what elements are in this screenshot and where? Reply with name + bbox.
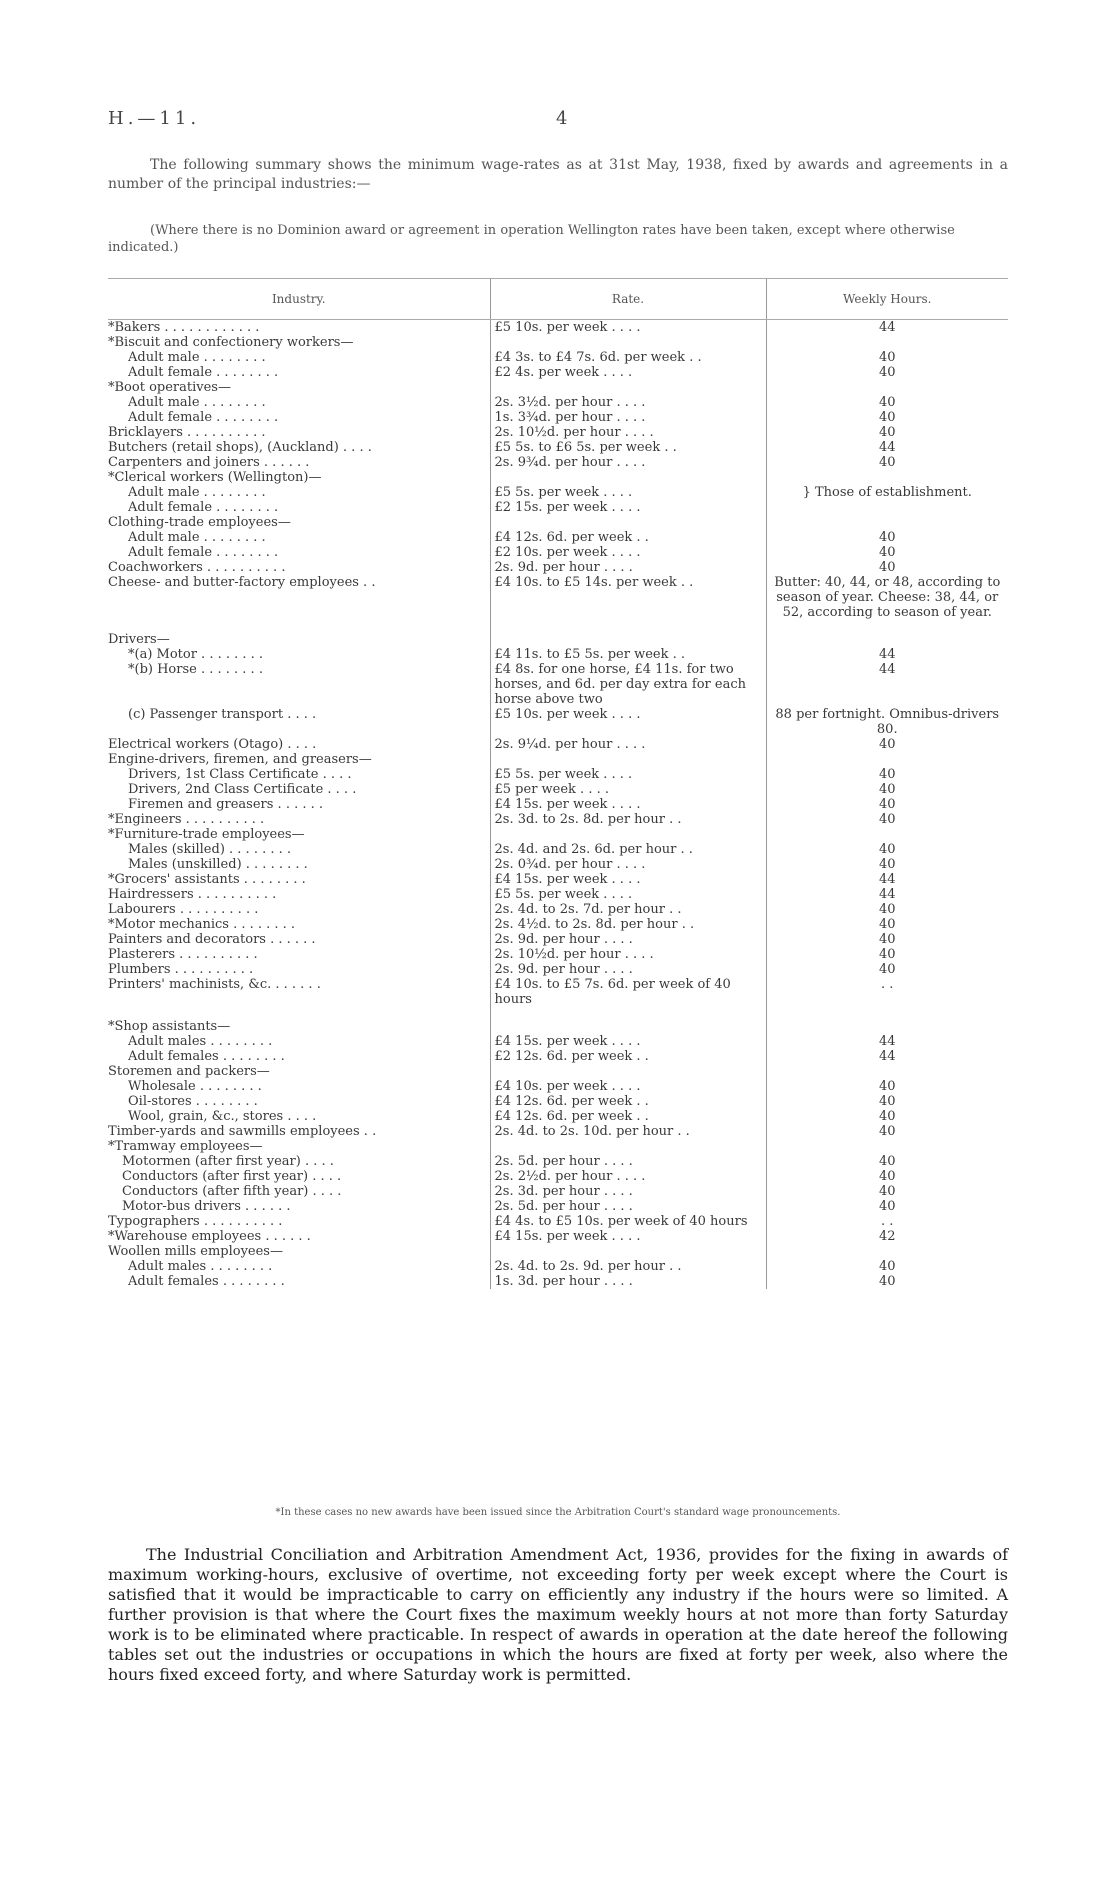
hours-cell: 40	[766, 410, 1008, 425]
hours-cell: 40	[766, 1124, 1008, 1139]
hours-cell: 40	[766, 797, 1008, 812]
table-row	[108, 1259, 1008, 1274]
hours-cell: 40	[766, 425, 1008, 440]
table-row	[108, 1109, 1008, 1124]
hours-cell	[766, 515, 1008, 530]
table-row	[108, 410, 1008, 425]
table-header-row	[108, 279, 1008, 320]
hours-cell: 40	[766, 842, 1008, 857]
industry-cell: Adult male . . . . . . . .	[128, 530, 266, 545]
rate-cell: £4 11s. to £5 5s. per week . .	[490, 647, 766, 662]
rate-cell: 2s. 9d. per hour . . . .	[490, 932, 766, 947]
industry-cell: *Biscuit and confectionery workers—	[108, 335, 354, 350]
hours-cell: 40	[766, 1109, 1008, 1124]
table-row	[108, 365, 1008, 380]
table-row	[108, 575, 1008, 620]
table-row	[108, 827, 1008, 842]
hours-cell: 40	[766, 902, 1008, 917]
industry-cell: *Boot operatives—	[108, 380, 231, 395]
hours-cell: 40	[766, 962, 1008, 977]
hours-cell	[766, 1007, 1008, 1019]
rate-cell: 2s. 4d. and 2s. 6d. per hour . .	[490, 842, 766, 857]
rate-cell: £5 10s. per week . . . .	[490, 707, 766, 737]
rate-cell: £4 15s. per week . . . .	[490, 1229, 766, 1244]
industry-cell: *Engineers . . . . . . . . . .	[108, 812, 265, 827]
industry-cell: *(b) Horse . . . . . . . .	[128, 662, 263, 677]
industry-cell: Drivers, 1st Class Certificate . . . .	[128, 767, 352, 782]
rate-cell: £4 12s. 6d. per week . .	[490, 1109, 766, 1124]
industry-cell: Timber-yards and sawmills employees . .	[108, 1124, 377, 1139]
rate-cell: £4 10s. to £5 7s. 6d. per week of 40 hours	[490, 977, 766, 1007]
hours-cell: 40	[766, 365, 1008, 380]
hours-cell: 40	[766, 1169, 1008, 1184]
rate-cell: 2s. 4½d. to 2s. 8d. per hour . .	[490, 917, 766, 932]
industry-cell: Adult male . . . . . . . .	[128, 485, 266, 500]
rate-cell: 2s. 3½d. per hour . . . .	[490, 395, 766, 410]
rate-cell: £2 10s. per week . . . .	[490, 545, 766, 560]
industry-cell: Conductors (after fifth year) . . . .	[122, 1184, 342, 1199]
rate-cell	[490, 827, 766, 842]
rate-cell: £5 10s. per week . . . .	[490, 320, 766, 336]
rate-cell: £4 15s. per week . . . .	[490, 1034, 766, 1049]
industry-cell: Adult females . . . . . . . .	[128, 1049, 285, 1064]
table-row	[108, 962, 1008, 977]
hours-cell: 44	[766, 872, 1008, 887]
industry-cell: Coachworkers . . . . . . . . . .	[108, 560, 286, 575]
hours-cell	[766, 752, 1008, 767]
hours-cell	[766, 470, 1008, 485]
rate-cell	[490, 335, 766, 350]
table-row	[108, 872, 1008, 887]
table-row	[108, 500, 1008, 515]
industry-cell: Males (unskilled) . . . . . . . .	[128, 857, 308, 872]
table-row	[108, 917, 1008, 932]
table-row	[108, 1184, 1008, 1199]
table-row	[108, 335, 1008, 350]
hours-cell: 40	[766, 767, 1008, 782]
hours-column-header: Weekly Hours.	[766, 279, 1008, 320]
table-row	[108, 947, 1008, 962]
industry-cell: Oil-stores . . . . . . . .	[128, 1094, 258, 1109]
rate-cell: 2s. 0¾d. per hour . . . .	[490, 857, 766, 872]
table-row	[108, 620, 1008, 632]
hours-cell: 40	[766, 857, 1008, 872]
rate-cell: 2s. 10½d. per hour . . . .	[490, 947, 766, 962]
hours-cell: 40	[766, 782, 1008, 797]
hours-cell: Butter: 40, 44, or 48, according to season of year. Cheese: 38, 44, or 52, according to season of year.	[766, 575, 1008, 620]
hours-cell	[766, 1064, 1008, 1079]
hours-cell	[766, 380, 1008, 395]
rate-cell	[490, 1064, 766, 1079]
hours-cell: 44	[766, 320, 1008, 336]
table-row	[108, 767, 1008, 782]
rate-cell: 2s. 5d. per hour . . . .	[490, 1154, 766, 1169]
rate-cell: £4 3s. to £4 7s. 6d. per week . .	[490, 350, 766, 365]
table-row	[108, 545, 1008, 560]
rate-cell: 2s. 3d. per hour . . . .	[490, 1184, 766, 1199]
industry-cell: Clothing-trade employees—	[108, 515, 291, 530]
rate-cell: 1s. 3d. per hour . . . .	[490, 1274, 766, 1289]
rate-cell: £4 12s. 6d. per week . .	[490, 530, 766, 545]
industry-cell: *Tramway employees—	[108, 1139, 263, 1154]
industry-cell: Plasterers . . . . . . . . . .	[108, 947, 258, 962]
table-row	[108, 320, 1008, 336]
table-row	[108, 1199, 1008, 1214]
table-row	[108, 842, 1008, 857]
table-row	[108, 1094, 1008, 1109]
rate-cell	[490, 515, 766, 530]
table-row	[108, 515, 1008, 530]
industry-cell: Conductors (after first year) . . . .	[122, 1169, 342, 1184]
table-row	[108, 1214, 1008, 1229]
rate-cell: £4 15s. per week . . . .	[490, 797, 766, 812]
table-row	[108, 752, 1008, 767]
industry-cell: *Warehouse employees . . . . . .	[108, 1229, 311, 1244]
industry-cell: Males (skilled) . . . . . . . .	[128, 842, 292, 857]
rate-cell	[490, 752, 766, 767]
table-row	[108, 530, 1008, 545]
industry-cell: Woollen mills employees—	[108, 1244, 283, 1259]
industry-cell: Adult males . . . . . . . .	[128, 1034, 273, 1049]
rate-cell: £4 8s. for one horse, £4 11s. for two horses, and 6d. per day extra for each horse above two	[490, 662, 766, 707]
rate-cell: 1s. 3¾d. per hour . . . .	[490, 410, 766, 425]
industry-cell: Labourers . . . . . . . . . .	[108, 902, 259, 917]
hours-cell	[766, 1139, 1008, 1154]
hours-cell	[766, 827, 1008, 842]
rate-cell: £4 10s. per week . . . .	[490, 1079, 766, 1094]
table-row	[108, 647, 1008, 662]
rate-cell: £5 5s. per week . . . .	[490, 887, 766, 902]
rate-column-header: Rate.	[490, 279, 766, 320]
industry-cell: Adult male . . . . . . . .	[128, 395, 266, 410]
hours-cell	[766, 620, 1008, 632]
hours-cell: 40	[766, 545, 1008, 560]
hours-cell: 44	[766, 887, 1008, 902]
industry-cell: Carpenters and joiners . . . . . .	[108, 455, 310, 470]
rate-cell	[490, 1019, 766, 1034]
table-row	[108, 707, 1008, 737]
industry-cell: Storemen and packers—	[108, 1064, 270, 1079]
note-paragraph: (Where there is no Dominion award or agreement in operation Wellington rates have been taken, except where otherwise indicated.)	[108, 223, 955, 255]
table-row	[108, 782, 1008, 797]
table-row	[108, 395, 1008, 410]
rate-cell: 2s. 4d. to 2s. 10d. per hour . .	[490, 1124, 766, 1139]
table-row	[108, 1064, 1008, 1079]
industry-cell: Drivers—	[108, 632, 170, 647]
industry-cell: Electrical workers (Otago) . . . .	[108, 737, 317, 752]
rate-cell: £5 5s. per week . . . .	[490, 767, 766, 782]
hours-cell: 40	[766, 1199, 1008, 1214]
hours-cell: 40	[766, 932, 1008, 947]
industry-cell: Adult males . . . . . . . .	[128, 1259, 273, 1274]
table-row	[108, 1124, 1008, 1139]
page-header	[108, 108, 1008, 132]
rate-cell: £4 15s. per week . . . .	[490, 872, 766, 887]
hours-cell: 40	[766, 1094, 1008, 1109]
table-row	[108, 1007, 1008, 1019]
industry-cell: Hairdressers . . . . . . . . . .	[108, 887, 277, 902]
industry-cell: *Grocers' assistants . . . . . . . .	[108, 872, 306, 887]
table-row	[108, 1244, 1008, 1259]
hours-cell: 40	[766, 917, 1008, 932]
industry-cell: Printers' machinists, &c. . . . . . .	[108, 977, 321, 992]
rate-cell: 2s. 9d. per hour . . . .	[490, 962, 766, 977]
rate-cell: £4 12s. 6d. per week . .	[490, 1094, 766, 1109]
rate-cell: 2s. 10½d. per hour . . . .	[490, 425, 766, 440]
wage-rates-table	[108, 278, 1008, 1289]
table-row	[108, 737, 1008, 752]
industry-cell: Adult male . . . . . . . .	[128, 350, 266, 365]
industry-cell: *Furniture-trade employees—	[108, 827, 305, 842]
rate-cell: £4 4s. to £5 10s. per week of 40 hours	[490, 1214, 766, 1229]
industry-cell: *Motor mechanics . . . . . . . .	[108, 917, 296, 932]
rate-cell	[490, 1244, 766, 1259]
table-row	[108, 455, 1008, 470]
industry-cell: Adult female . . . . . . . .	[128, 500, 279, 515]
hours-cell	[766, 632, 1008, 647]
table-row	[108, 1019, 1008, 1034]
hours-cell: 40	[766, 947, 1008, 962]
table-row	[108, 440, 1008, 455]
table-row	[108, 857, 1008, 872]
hours-cell: 44	[766, 1034, 1008, 1049]
hours-cell: 40	[766, 1259, 1008, 1274]
rate-cell: £5 5s. to £6 5s. per week . .	[490, 440, 766, 455]
hours-cell: 44	[766, 1049, 1008, 1064]
industry-cell: *Bakers . . . . . . . . . . . .	[108, 320, 260, 335]
table-row	[108, 887, 1008, 902]
industry-cell: Engine-drivers, firemen, and greasers—	[108, 752, 372, 767]
industry-cell: Firemen and greasers . . . . . .	[128, 797, 324, 812]
rate-cell: 2s. 9¼d. per hour . . . .	[490, 737, 766, 752]
closing-paragraph: The Industrial Conciliation and Arbitration Amendment Act, 1936, provides for the fixing in awards of maximum working-hours, exclusive of overtime, not exceeding forty per week except where the Court is satisfied that it would be impracticable to carry on efficiently any industry if the hours were so limited. A further provision is that where the Court fixes the maximum weekly hours at not more than forty Saturday work is to be eliminated where practicable. In respect of awards in operation at the date hereof the following tables set out the industries or occupations in which the hours are fixed at forty per week, also where the hours fixed exceed forty, and where Saturday work is permitted.	[108, 1545, 1008, 1684]
hours-cell: 40	[766, 812, 1008, 827]
industry-cell: *(a) Motor . . . . . . . .	[128, 647, 264, 662]
table-row	[108, 485, 1008, 500]
table-row	[108, 1274, 1008, 1289]
industry-cell: Adult females . . . . . . . .	[128, 1274, 285, 1289]
industry-cell: *Shop assistants—	[108, 1019, 231, 1034]
table-row	[108, 977, 1008, 1007]
document-reference: H.—11.	[108, 108, 201, 129]
table-row	[108, 470, 1008, 485]
industry-cell: Butchers (retail shops), (Auckland) . . . .	[108, 440, 372, 455]
table-row	[108, 560, 1008, 575]
industry-cell: *Clerical workers (Wellington)—	[108, 470, 322, 485]
hours-cell: 44	[766, 662, 1008, 707]
table-row	[108, 380, 1008, 395]
table-row	[108, 797, 1008, 812]
table-row	[108, 1079, 1008, 1094]
industry-cell: Bricklayers . . . . . . . . . .	[108, 425, 266, 440]
industry-cell: Cheese- and butter-factory employees . .	[108, 575, 376, 590]
industry-cell: Motor-bus drivers . . . . . .	[122, 1199, 291, 1214]
hours-cell: . .	[766, 977, 1008, 1007]
table-row	[108, 1169, 1008, 1184]
table-row	[108, 632, 1008, 647]
hours-cell: 40	[766, 455, 1008, 470]
table-row	[108, 1154, 1008, 1169]
rate-cell: 2s. 4d. to 2s. 9d. per hour . .	[490, 1259, 766, 1274]
hours-cell: 40	[766, 1274, 1008, 1289]
rate-cell: 2s. 4d. to 2s. 7d. per hour . .	[490, 902, 766, 917]
rate-cell: 2s. 3d. to 2s. 8d. per hour . .	[490, 812, 766, 827]
rate-cell	[490, 1139, 766, 1154]
table-row	[108, 812, 1008, 827]
industry-cell: Drivers, 2nd Class Certificate . . . .	[128, 782, 357, 797]
table-row	[108, 932, 1008, 947]
table-row	[108, 425, 1008, 440]
industry-cell: Typographers . . . . . . . . . .	[108, 1214, 283, 1229]
hours-cell: 40	[766, 530, 1008, 545]
table-row	[108, 350, 1008, 365]
rate-cell: £2 15s. per week . . . .	[490, 500, 766, 515]
table-row	[108, 1229, 1008, 1244]
rate-cell: £4 10s. to £5 14s. per week . .	[490, 575, 766, 620]
table-footnote: *In these cases no new awards have been issued since the Arbitration Court's standard wage pronouncements.	[275, 1507, 841, 1518]
rate-cell: 2s. 5d. per hour . . . .	[490, 1199, 766, 1214]
table-row	[108, 1049, 1008, 1064]
hours-cell: 44	[766, 440, 1008, 455]
industry-cell	[108, 1007, 490, 1019]
hours-cell: 40	[766, 1184, 1008, 1199]
rate-cell: £5 per week . . . .	[490, 782, 766, 797]
industry-cell: Adult female . . . . . . . .	[128, 410, 279, 425]
table-body	[108, 320, 1008, 1290]
intro-paragraph: The following summary shows the minimum wage-rates as at 31st May, 1938, fixed by awards and agreements in a number of the principal industries:—	[108, 157, 1008, 192]
industry-cell: Plumbers . . . . . . . . . .	[108, 962, 254, 977]
hours-cell: 40	[766, 737, 1008, 752]
industry-cell: Wholesale . . . . . . . .	[128, 1079, 262, 1094]
industry-cell: (c) Passenger transport . . . .	[128, 707, 317, 722]
industry-cell: Adult female . . . . . . . .	[128, 365, 279, 380]
rate-cell	[490, 470, 766, 485]
hours-cell: 44	[766, 647, 1008, 662]
table-row	[108, 902, 1008, 917]
rate-cell	[490, 1007, 766, 1019]
hours-cell: 42	[766, 1229, 1008, 1244]
industry-cell	[108, 620, 490, 632]
industry-cell: Adult female . . . . . . . .	[128, 545, 279, 560]
hours-cell: . .	[766, 1214, 1008, 1229]
hours-cell: } Those of establishment.	[766, 485, 1008, 500]
rate-cell	[490, 380, 766, 395]
rate-cell: £2 4s. per week . . . .	[490, 365, 766, 380]
page-number: 4	[556, 108, 568, 129]
industry-cell: Wool, grain, &c., stores . . . .	[128, 1109, 317, 1124]
hours-cell: 40	[766, 1154, 1008, 1169]
hours-cell: 40	[766, 350, 1008, 365]
rate-cell	[490, 632, 766, 647]
industry-cell: Painters and decorators . . . . . .	[108, 932, 316, 947]
table-row	[108, 662, 1008, 707]
hours-cell	[766, 1244, 1008, 1259]
hours-cell	[766, 335, 1008, 350]
rate-cell: £2 12s. 6d. per week . .	[490, 1049, 766, 1064]
hours-cell: 40	[766, 560, 1008, 575]
rate-cell: 2s. 9d. per hour . . . .	[490, 560, 766, 575]
rate-cell: 2s. 2½d. per hour . . . .	[490, 1169, 766, 1184]
industry-cell: Motormen (after first year) . . . .	[122, 1154, 334, 1169]
industry-column-header: Industry.	[108, 279, 490, 320]
hours-cell: 88 per fortnight. Omnibus-drivers 80.	[766, 707, 1008, 737]
hours-cell	[766, 1019, 1008, 1034]
hours-cell: 40	[766, 1079, 1008, 1094]
rate-cell	[490, 620, 766, 632]
hours-cell	[766, 500, 1008, 515]
rate-cell: £5 5s. per week . . . .	[490, 485, 766, 500]
hours-cell: 40	[766, 395, 1008, 410]
table-row	[108, 1139, 1008, 1154]
rate-cell: 2s. 9¾d. per hour . . . .	[490, 455, 766, 470]
table-row	[108, 1034, 1008, 1049]
